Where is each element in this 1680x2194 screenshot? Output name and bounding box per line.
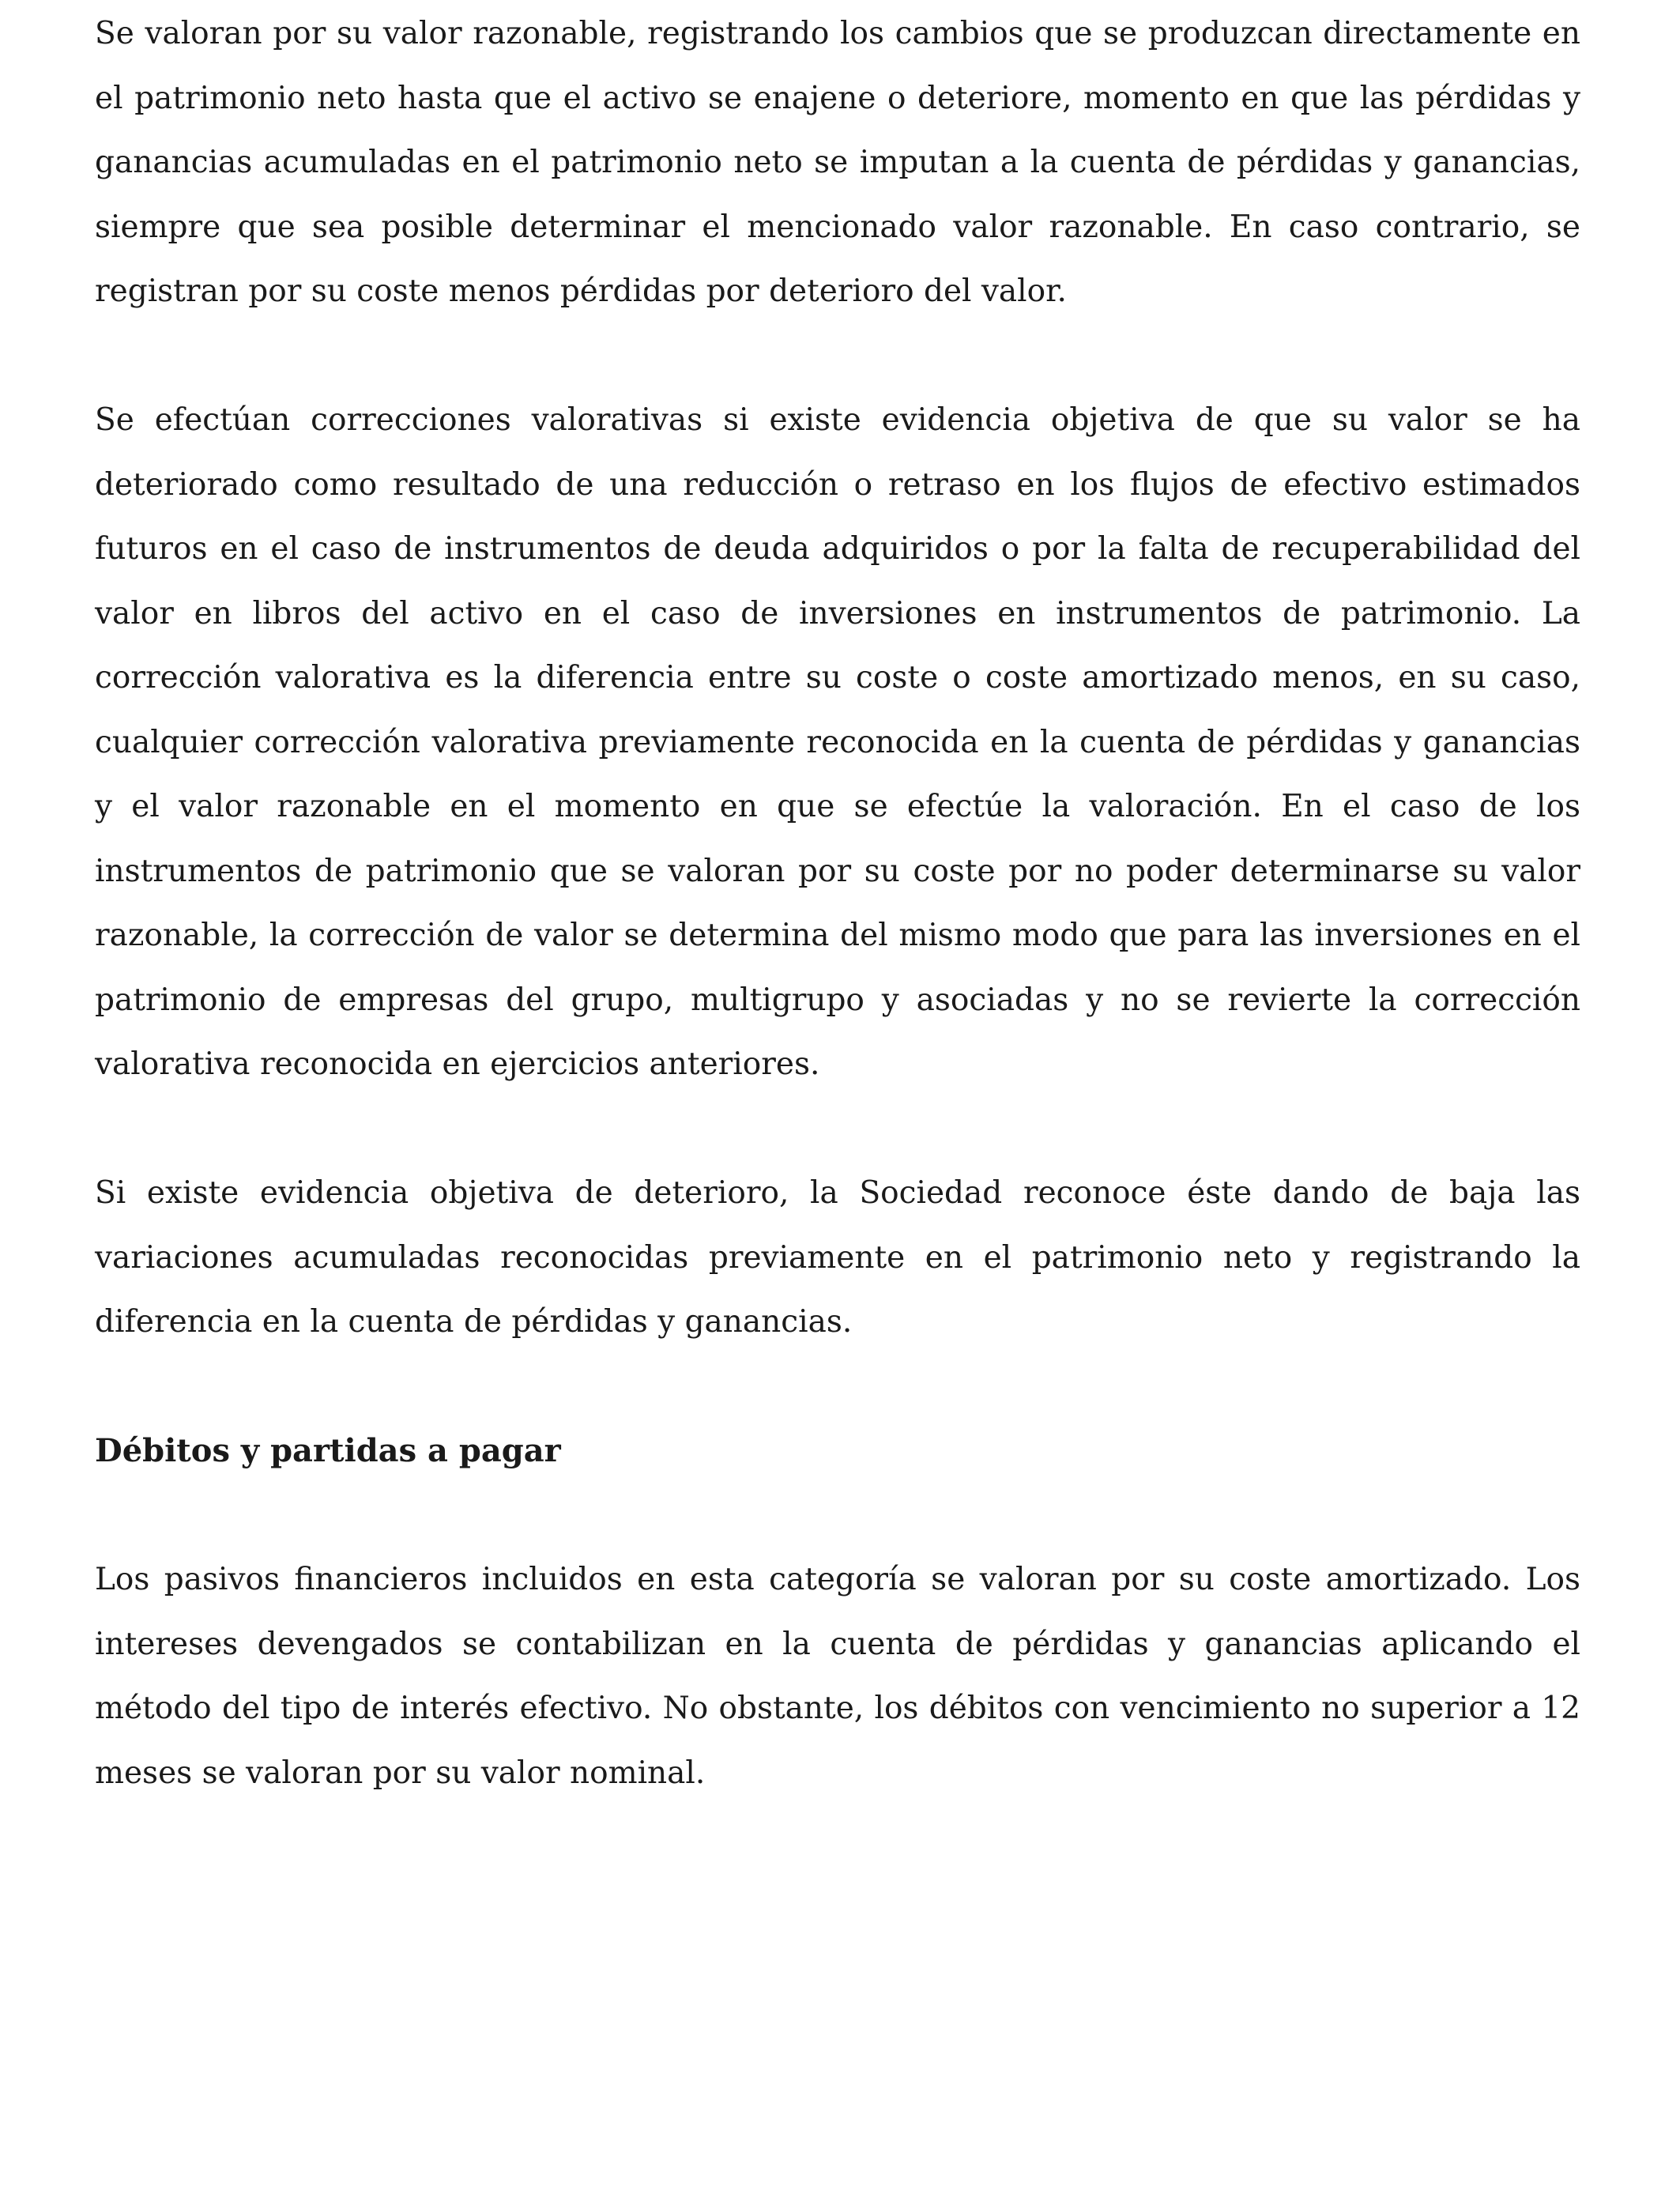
paragraph-pasivos-financieros: Los pasivos financieros incluidos en esta categoría se valoran por su coste amortizado. Los intereses devengados se contabilizan en la cuenta de pérdidas y ganancias aplicando el método del tipo de interés efectivo. No obstante, los débitos con vencimiento no superior a 12 meses se valoran por su valor nominal. [95,1562,1580,1791]
paragraph-valor-razonable: Se valoran por su valor razonable, registrando los cambios que se produzcan directamente en el patrimonio neto hasta que el activo se enajene o deteriore, momento en que las pérdidas y ganancias acumuladas en el patrimonio neto se imputan a la cuenta de pérdidas y ganancias, siempre que sea posible determinar el mencionado valor razonable. En caso contrario, se registran por su coste menos pérdidas por deterioro del valor. [95,16,1580,309]
section-heading-debitos: Débitos y partidas a pagar [95,1432,561,1469]
paragraph-correcciones-valorativas: Se efectúan correcciones valorativas si existe evidencia objetiva de que su valor se ha deteriorado como resultado de una reducción o retraso en los flujos de efectivo estimados futuros en el caso de instrumentos de deuda adquiridos o por la falta de recuperabilidad del valor en libros del activo en el caso de inversiones en instrumentos de patrimonio. La corrección valorativa es la diferencia entre su coste o coste amortizado menos, en su caso, cualquier corrección valorativa previamente reconocida en la cuenta de pérdidas y ganancias y el valor razonable en el momento en que se efectúe la valoración. En el caso de los instrumentos de patrimonio que se valoran por su coste por no poder determinarse su valor razonable, la corrección de valor se determina del mismo modo que para las inversiones en el patrimonio de empresas del grupo, multigrupo y asociadas y no se revierte la corrección valorativa reconocida en ejercicios anteriores. [95,402,1580,1082]
paragraph-evidencia-deterioro: Si existe evidencia objetiva de deterioro, la Sociedad reconoce éste dando de baja las variaciones acumuladas reconocidas previamente en el patrimonio neto y registrando la diferencia en la cuenta de pérdidas y ganancias. [95,1175,1580,1340]
document-body [95,2,1580,1870]
